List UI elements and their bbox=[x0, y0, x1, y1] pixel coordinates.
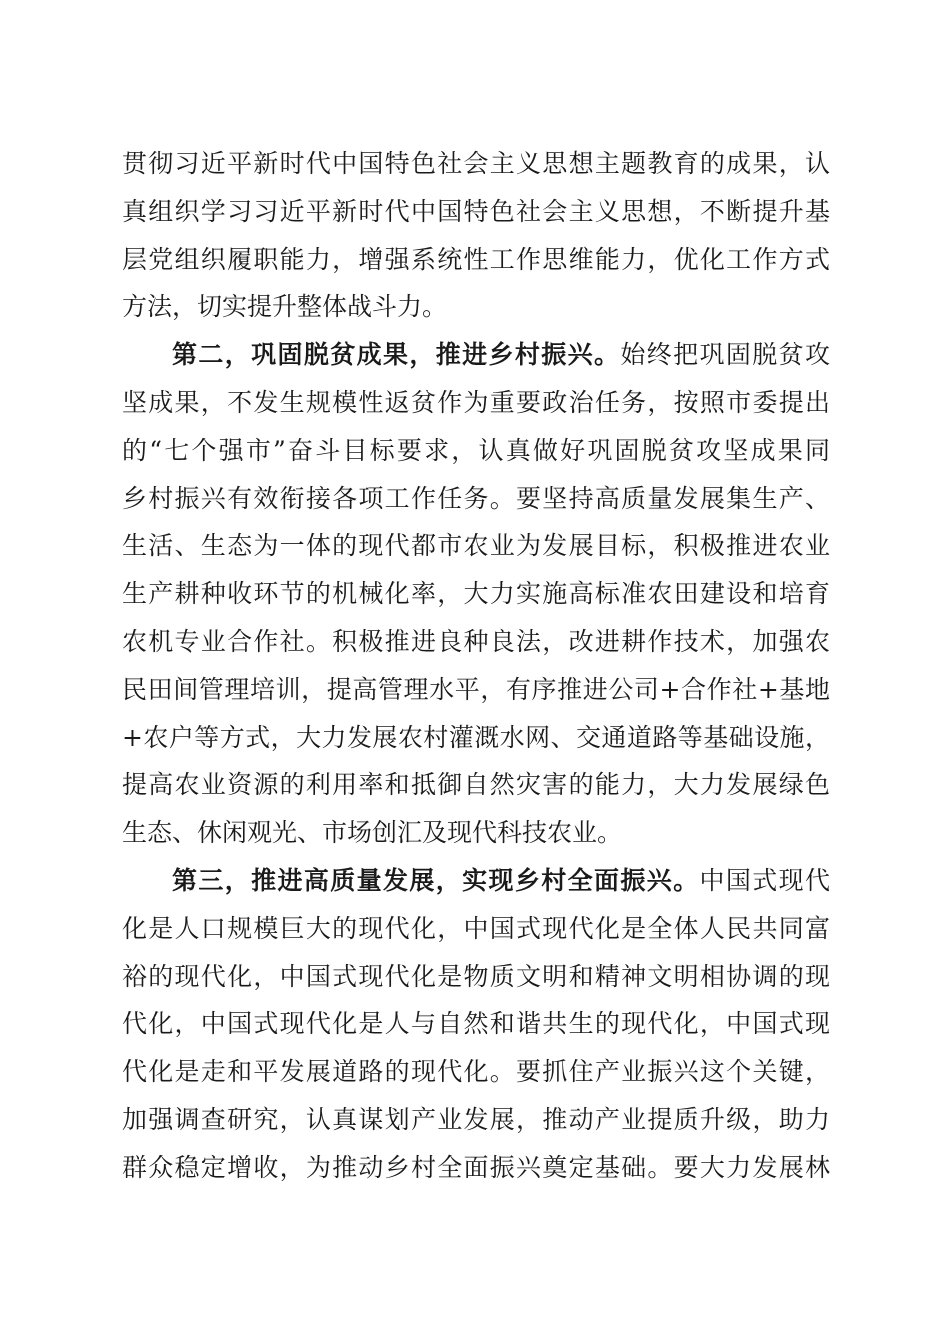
paragraph-line: 裕的现代化，中国式现代化是物质文明和精神文明相协调的现 bbox=[122, 961, 830, 991]
paragraph-line: 民田间管理培训，提高管理水平，有序推进公司+合作社+基地 bbox=[122, 674, 830, 704]
paragraph-line: 乡村振兴有效衔接各项工作任务。要坚持高质量发展集生产、 bbox=[122, 483, 830, 513]
paragraph-first-line bbox=[122, 857, 830, 905]
paragraph-text: 中国式现代 bbox=[699, 865, 830, 895]
paragraph-line: 加强调查研究，认真谋划产业发展，推动产业提质升级，助力 bbox=[122, 1104, 830, 1134]
section-heading: 第三，推进高质量发展，实现乡村全面振兴。 bbox=[172, 865, 700, 895]
section-heading: 第二，巩固脱贫成果，推进乡村振兴。 bbox=[172, 340, 621, 370]
paragraph-3 bbox=[122, 857, 830, 1192]
paragraph-line: 真组织学习习近平新时代中国特色社会主义思想，不断提升基 bbox=[122, 196, 830, 226]
paragraph-line: 方法，切实提升整体战斗力。 bbox=[122, 292, 448, 322]
paragraph-text: 始终把巩固脱贫攻 bbox=[620, 340, 830, 370]
paragraph-line: 的“七个强市”奋斗目标要求，认真做好巩固脱贫攻坚成果同 bbox=[122, 435, 830, 465]
paragraph-line: 生产耕种收环节的机械化率，大力实施高标准农田建设和培育 bbox=[122, 579, 830, 609]
paragraph-1 bbox=[122, 140, 830, 331]
paragraph-line: +农户等方式，大力发展农村灌溉水网、交通道路等基础设施， bbox=[122, 722, 830, 752]
paragraph-line: 代化，中国式现代化是人与自然和谐共生的现代化，中国式现 bbox=[122, 1009, 830, 1039]
paragraph-line: 代化是走和平发展道路的现代化。要抓住产业振兴这个关键， bbox=[122, 1057, 830, 1087]
document-body bbox=[122, 140, 830, 1192]
paragraph-line: 提高农业资源的利用率和抵御自然灾害的能力，大力发展绿色 bbox=[122, 770, 830, 800]
paragraph-line: 生态、休闲观光、市场创汇及现代科技农业。 bbox=[122, 818, 623, 848]
paragraph-line: 化是人口规模巨大的现代化，中国式现代化是全体人民共同富 bbox=[122, 913, 830, 943]
paragraph-line: 贯彻习近平新时代中国特色社会主义思想主题教育的成果，认 bbox=[122, 149, 830, 178]
paragraph-2 bbox=[122, 331, 830, 857]
paragraph-first-line bbox=[122, 331, 830, 379]
paragraph-line: 坚成果，不发生规模性返贫作为重要政治任务，按照市委提出 bbox=[122, 387, 830, 417]
paragraph-line: 农机专业合作社。积极推进良种良法，改进耕作技术，加强农 bbox=[122, 626, 830, 656]
paragraph-line: 层党组织履职能力，增强系统性工作思维能力，优化工作方式 bbox=[122, 244, 830, 274]
paragraph-line: 群众稳定增收，为推动乡村全面振兴奠定基础。要大力发展林 bbox=[122, 1152, 830, 1182]
paragraph-line: 生活、生态为一体的现代都市农业为发展目标，积极推进农业 bbox=[122, 531, 830, 561]
